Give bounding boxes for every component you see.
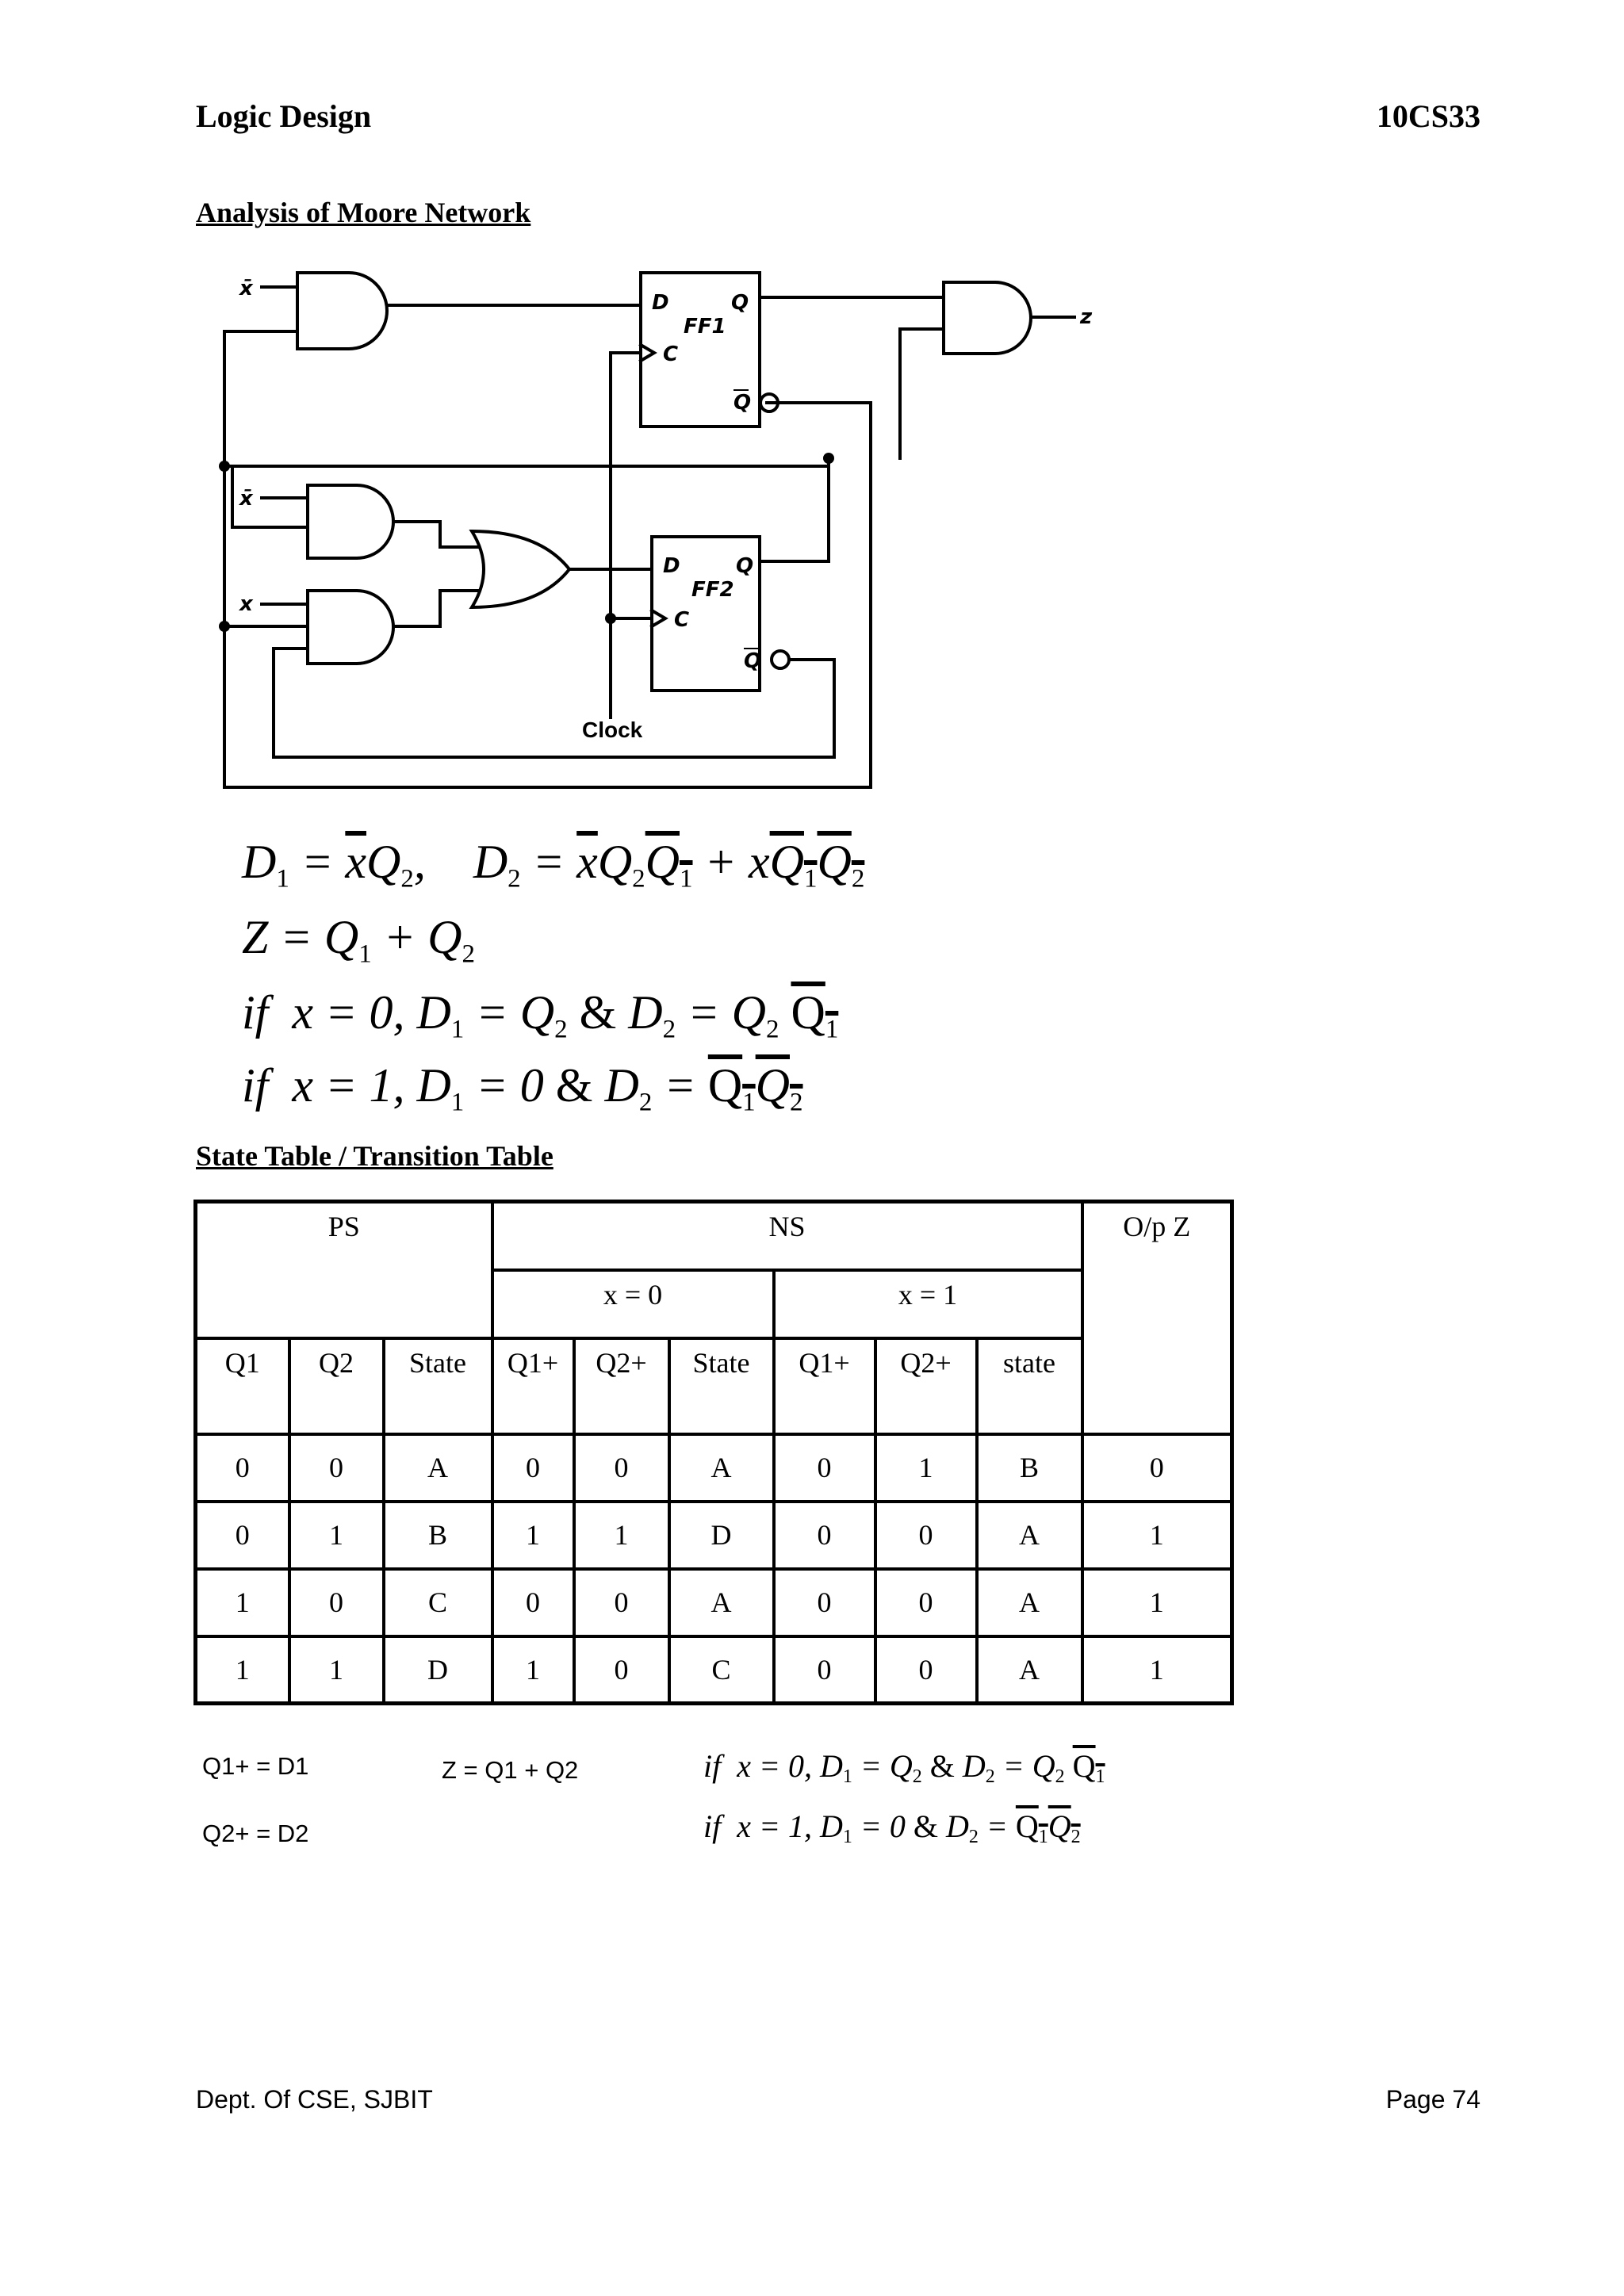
table-row: 0 0 A 0 0 A 0 1 B 0 [196, 1434, 1232, 1502]
ff2-pin-qbar: Q [744, 649, 762, 673]
ff2-pin-d: D [663, 554, 680, 578]
label-output-z: z [1080, 305, 1093, 329]
clock-wire [611, 353, 641, 718]
col-q2-plus-x0: Q2+ [574, 1338, 669, 1434]
ff2-pin-c: C [674, 608, 690, 632]
label-input-xbar-1: x̄ [239, 277, 253, 300]
header-ns: NS [492, 1202, 1082, 1270]
and-gate-1 [297, 273, 387, 349]
col-q1-plus-x1: Q1+ [774, 1338, 875, 1434]
equation-z: $Z = Q_1 + Q_2$ [242, 911, 476, 969]
table-row: 0 1 B 1 1 D 0 0 A 1 [196, 1502, 1232, 1569]
ff1-label: FF1 [684, 315, 726, 339]
ff1-pin-d: D [652, 291, 669, 315]
label-input-xbar-2: x̄ [239, 487, 253, 511]
header-x1: x = 1 [774, 1270, 1082, 1338]
section-title-moore: Analysis of Moore Network [196, 197, 531, 228]
ff1-pin-q: Q [731, 291, 749, 315]
table-row: 1 0 C 0 0 A 0 0 A 1 [196, 1569, 1232, 1636]
col-state-x0: State [669, 1338, 774, 1434]
and-gate-2 [308, 485, 393, 558]
equation-d1-d2: $D_1 = \overline{x}Q_2$, $D_2 = \overline{x}Q_2Q_1 + xQ_1Q_2$ [242, 836, 865, 894]
ff2-label: FF2 [691, 578, 734, 602]
or-gate [472, 531, 569, 607]
ff2-pin-q: Q [736, 554, 754, 578]
col-q2: Q2 [289, 1338, 384, 1434]
col-q1: Q1 [196, 1338, 289, 1434]
footer-department: Dept. Of CSE, SJBIT [196, 2085, 433, 2114]
ff1-pin-qbar: Q [733, 391, 752, 415]
col-q1-plus-x0: Q1+ [492, 1338, 574, 1434]
header-output-z: O/p Z [1082, 1202, 1232, 1434]
header-x0: x = 0 [492, 1270, 774, 1338]
table-row: 1 1 D 1 0 C 0 0 A 1 [196, 1636, 1232, 1704]
col-state-x1: state [977, 1338, 1082, 1434]
column-header-row [196, 1338, 1232, 1434]
moore-circuit-diagram [0, 0, 1624, 801]
equation-x1: if x = 1, $D_1 = 0$ & $D_2 = Q_1Q_2$ [242, 1059, 803, 1117]
note-z: Z = Q1 + Q2 [442, 1756, 579, 1784]
header-ps: PS [196, 1202, 492, 1338]
ff2-qbar-bubble [772, 651, 789, 668]
and-gate-output [944, 282, 1031, 354]
section-title-state-table: State Table / Transition Table [196, 1140, 553, 1172]
note-equation-x1: if x = 1, $D_1 = 0$ & $D_2 = Q_1Q_2$ [703, 1808, 1081, 1848]
state-table [193, 1200, 1234, 1705]
col-state: State [384, 1338, 492, 1434]
course-code: 10CS33 [1376, 98, 1480, 134]
equation-x0: if x = 0, $D_1 = Q_2$ & $D_2 = Q_2$ $Q_1$ [242, 986, 839, 1044]
note-equation-x0: if x = 0, $D_1 = Q_2$ & $D_2 = Q_2$ $Q_1$ [703, 1748, 1105, 1788]
note-q1-plus: Q1+ = D1 [202, 1752, 309, 1780]
feedback-wire-q1bar [224, 403, 871, 787]
document-title: Logic Design [196, 98, 372, 134]
footer-page-number: Page 74 [1385, 2085, 1480, 2114]
note-q2-plus: Q2+ = D2 [202, 1820, 309, 1847]
ff1-pin-c: C [663, 342, 679, 366]
col-q2-plus-x1: Q2+ [875, 1338, 977, 1434]
and-gate-3 [308, 591, 393, 664]
label-input-x: x [239, 592, 253, 616]
label-clock: Clock [582, 718, 643, 742]
